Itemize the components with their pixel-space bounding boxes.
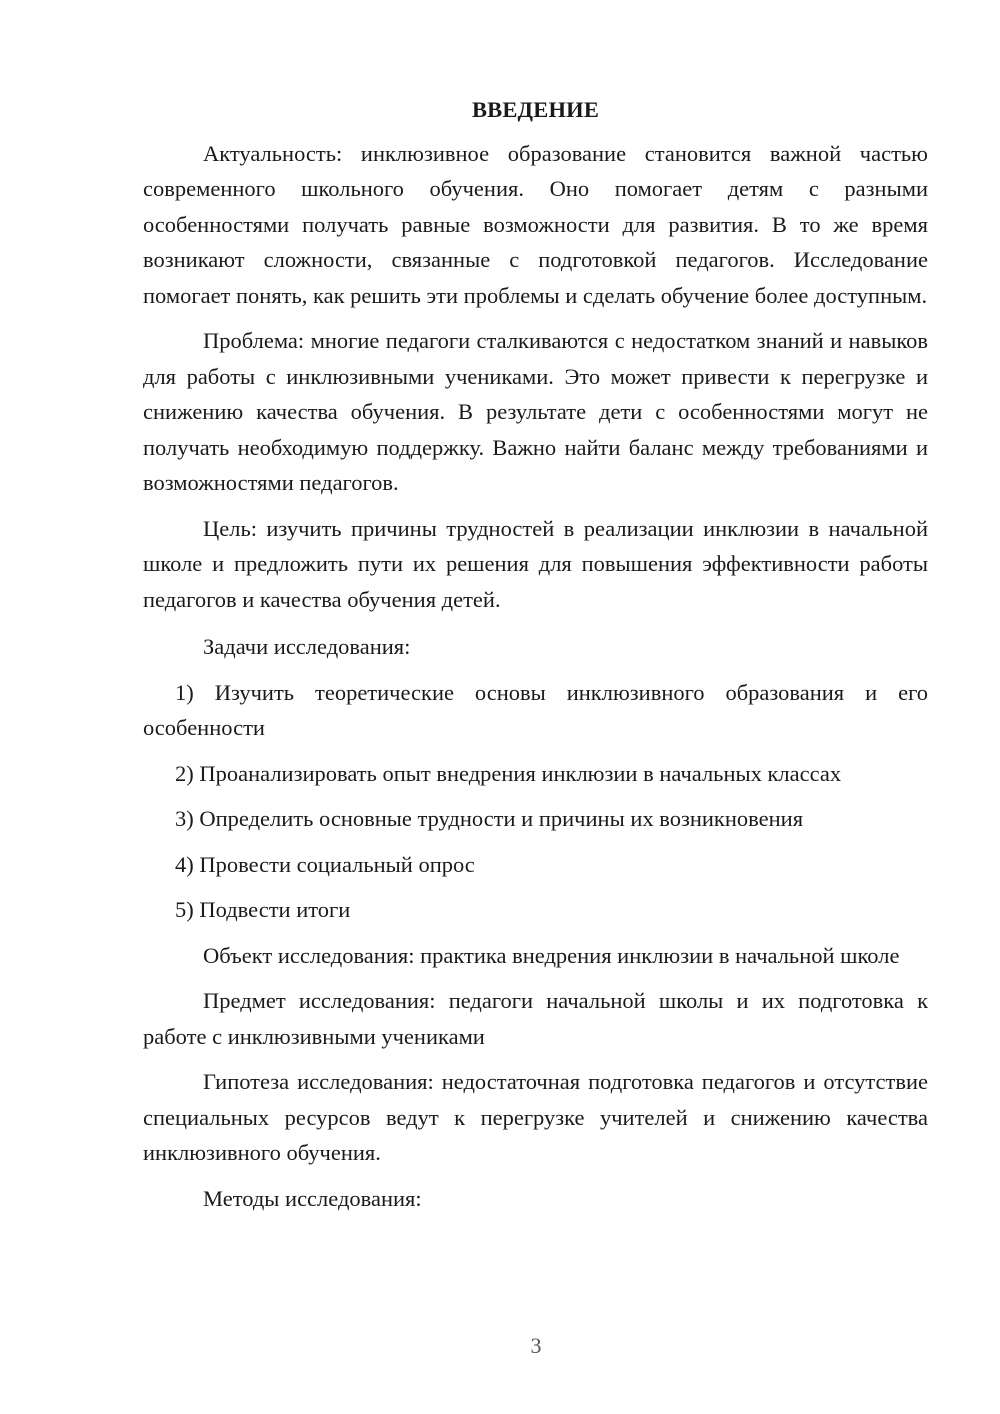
task-item: 4) Провести социальный опрос bbox=[175, 851, 475, 877]
paragraph-problem: Проблема: многие педагоги сталкиваются с недостатком знаний и навыков для работы с инклюзивными учениками. Это может привести к перегрузке и снижению качества обучения. В результате дети с особенностями могут не получать необходимую поддержку. Важно найти баланс между требованиями и возможностями педагогов. bbox=[143, 328, 928, 495]
task-item: 1) Изучить теоретические основы инклюзивного образования и его особенности bbox=[143, 679, 928, 740]
task-item: 5) Подвести итоги bbox=[175, 897, 351, 922]
paragraph-object: Объект исследования: практика внедрения инклюзии в начальной школе bbox=[203, 942, 900, 968]
paragraph-goal: Цель: изучить причины трудностей в реализации инклюзии в начальной школе и предложить пути их решения для повышения эффективности работы педагогов и качества обучения детей. bbox=[143, 515, 928, 612]
paragraph-relevance: Актуальность: инклюзивное образование становится важной частью современного школьного обучения. Оно помогает детям с разными особенностями получать равные возможности для развития. В то же время возникают сложности, связанные с подготовкой педагогов. Исследование помогает понять, как решить эти проблемы и сделать обучение более доступным. bbox=[143, 140, 928, 308]
task-item: 2) Проанализировать опыт внедрения инклюзии в начальных классах bbox=[175, 760, 842, 786]
page-content bbox=[143, 92, 928, 1216]
tasks-list bbox=[143, 675, 928, 928]
tasks-heading: Задачи исследования: bbox=[203, 634, 411, 659]
paragraph-subject: Предмет исследования: педагоги начальной школы и их подготовка к работе с инклюзивными учениками bbox=[143, 988, 928, 1049]
paragraph-hypothesis: Гипотеза исследования: недостаточная подготовка педагогов и отсутствие специальных ресурсов ведут к перегрузке учителей и снижению качества инклюзивного обучения. bbox=[143, 1069, 928, 1165]
methods-heading: Методы исследования: bbox=[203, 1185, 422, 1211]
page-number: 3 bbox=[530, 1333, 542, 1358]
section-title: ВВЕДЕНИЕ bbox=[471, 97, 600, 122]
task-item: 3) Определить основные трудности и причины их возникновения bbox=[175, 806, 804, 831]
